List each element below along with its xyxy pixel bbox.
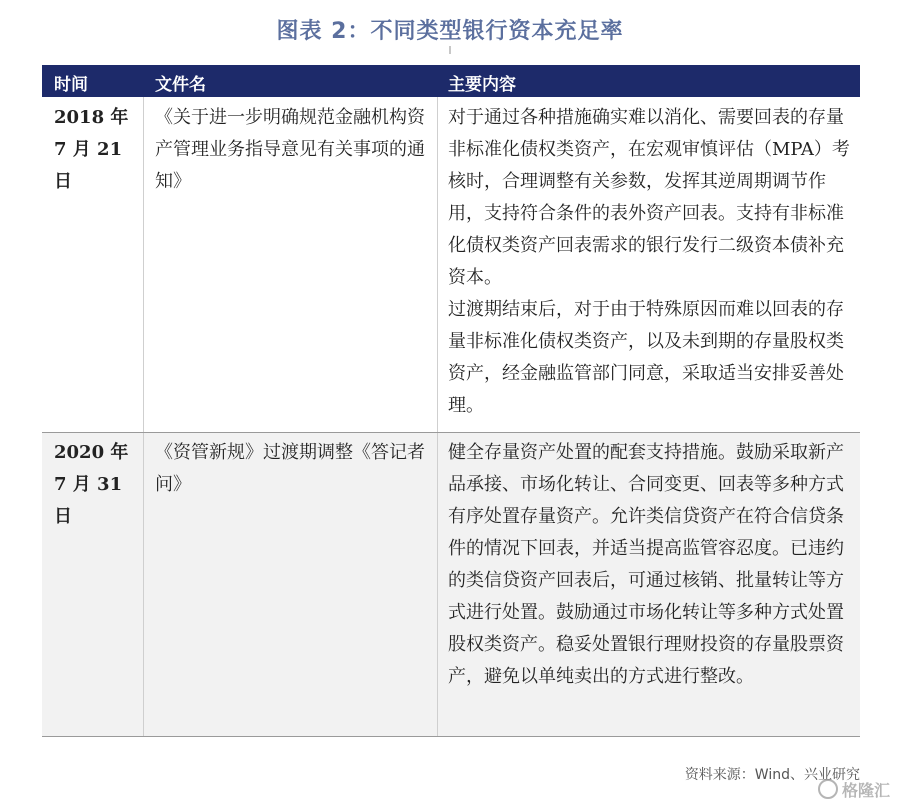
watermark-text: 格隆汇 [841, 781, 890, 800]
table-header [42, 65, 860, 97]
watermark [818, 778, 890, 801]
divider-tick [449, 46, 451, 54]
row-date: 2018 年 7 月 21 日 [54, 107, 129, 192]
row-file-name: 《关于进一步明确规范金融机构资产管理业务指导意见有关事项的通知》 [155, 107, 425, 192]
header-file: 文件名 [155, 75, 206, 95]
content-paragraph: 对于通过各种措施确实难以消化、需要回表的存量非标准化债权类资产，在宏观审慎评估（MPA）考核时，合理调整有关参数，发挥其逆周期调节作用，支持符合条件的表外资产回表。支持有非标准化债权类资产回表需求的银行发行二级资本债补充资本。 [448, 107, 850, 288]
row-date: 2020 年 7 月 31 日 [54, 442, 129, 527]
source-note: 资料来源：Wind、兴业研究 [684, 767, 860, 783]
figure-title: 图表 2：不同类型银行资本充足率 [276, 19, 624, 44]
column-divider [437, 433, 438, 736]
table-row [42, 433, 860, 737]
row-file-name: 《资管新规》过渡期调整《答记者问》 [155, 442, 425, 495]
column-divider [437, 97, 438, 432]
row-content [448, 102, 858, 422]
header-date: 时间 [54, 75, 88, 95]
content-paragraph: 过渡期结束后，对于由于特殊原因而难以回表的存量非标准化债权类资产，以及未到期的存量股权类资产，经金融监管部门同意，采取适当安排妥善处理。 [448, 299, 844, 416]
row-content [448, 437, 858, 693]
content-paragraph: 健全存量资产处置的配套支持措施。鼓励采取新产品承接、市场化转让、合同变更、回表等多种方式有序处置存量资产。允许类信贷资产在符合信贷条件的情况下回表，并适当提高监管容忍度。已违约的类信贷资产回表后，可通过核销、批量转让等方式进行处置。鼓励通过市场化转让等多种方式处置股权类资产。稳妥处置银行理财投资的存量股票资产，避免以单纯卖出的方式进行整改。 [448, 442, 844, 687]
policy-table [42, 65, 860, 737]
header-content: 主要内容 [448, 75, 516, 95]
watermark-logo-icon [818, 779, 838, 799]
table-row [42, 97, 860, 433]
